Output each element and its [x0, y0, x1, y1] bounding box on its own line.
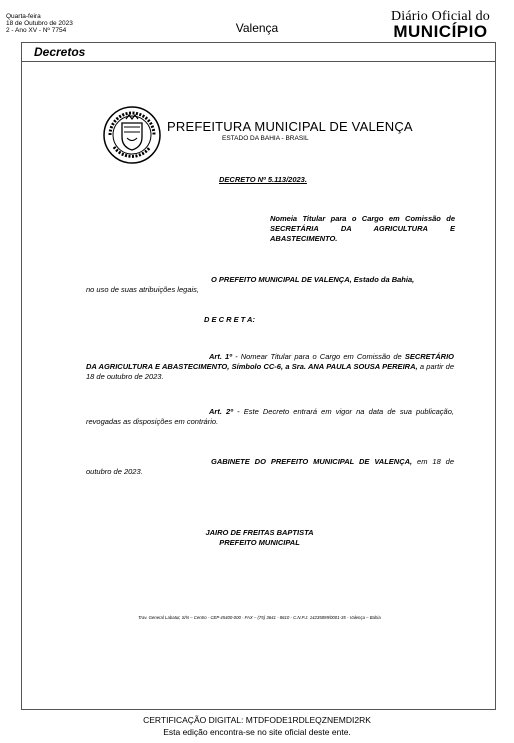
weekday: Quarta-feira [6, 13, 41, 20]
signer-name: JAIRO DE FREITAS BAPTISTA [205, 528, 314, 537]
decree-ementa: Nomeia Titular para o Cargo em Comissão de SECRETÁRIA DA AGRICULTURA E ABASTECIMENTO. [270, 214, 455, 243]
municipal-seal-icon [102, 105, 162, 165]
article-1-bold: SECRETÁRIO DA AGRICULTURA E ABASTECIMENTO, Símbolo CC-6, a Sra. ANA PAULA SOUSA PEREIRA, [86, 352, 454, 371]
section-title: Decretos [22, 43, 495, 62]
decree-number: DECRETO Nº 5.113/2023. [219, 175, 307, 184]
logo-top-text: Diário Oficial do [390, 9, 490, 24]
preamble-bold: O PREFEITO MUNICIPAL DE VALENÇA, Estado da Bahia, [211, 275, 415, 284]
article-1-text: - Nomear Titular para o Cargo em Comissão de [231, 352, 405, 361]
article-2-label: Art. 2º [209, 407, 233, 416]
diario-oficial-logo [391, 10, 490, 40]
closing-rest: em 18 de outubro de 2023. [86, 457, 454, 476]
site-note: Esta edição encontra-se no site oficial deste ente. [163, 727, 351, 737]
article-2 [86, 407, 454, 427]
signer-title: PREFEITO MUNICIPAL [219, 538, 300, 547]
issue-date: 18 de Outubro de 2023 [6, 20, 73, 27]
letterhead-title: PREFEITURA MUNICIPAL DE VALENÇA [167, 119, 413, 134]
footer-address: Trav. General Labatut, S/N – Centro - CEP 45400-000 - FAX – (75) 3641 - 8610 - C.N.P.J. 14235899/0001-35 - Valença – Bahia [138, 615, 381, 620]
document-frame [21, 42, 496, 710]
certification-block [0, 714, 514, 738]
article-1-label: Art. 1º [209, 352, 232, 361]
certification-code: CERTIFICAÇÃO DIGITAL: MTDFODE1RDLEQZNEMDI2RK [143, 715, 371, 725]
city-name: Valença [235, 21, 279, 35]
logo-bottom-text: MUNICÍPIO [393, 22, 488, 41]
edition-number: 2 - Ano XV - Nº 7754 [6, 27, 67, 34]
closing [86, 457, 454, 477]
letterhead-subtitle: ESTADO DA BAHIA - BRASIL [222, 135, 309, 142]
article-1-date: a partir de 18 de outubro de 2023. [86, 362, 455, 381]
article-1 [86, 352, 454, 382]
preamble-rest: no uso de suas atribuições legais, [86, 285, 199, 294]
decreta-heading: D E C R E T A: [204, 315, 255, 324]
article-2-text: - Este Decreto entrará em vigor na data de sua publicação, revogadas as disposições em contrário. [86, 407, 454, 426]
closing-bold: GABINETE DO PREFEITO MUNICIPAL DE VALENÇA, [211, 457, 413, 466]
